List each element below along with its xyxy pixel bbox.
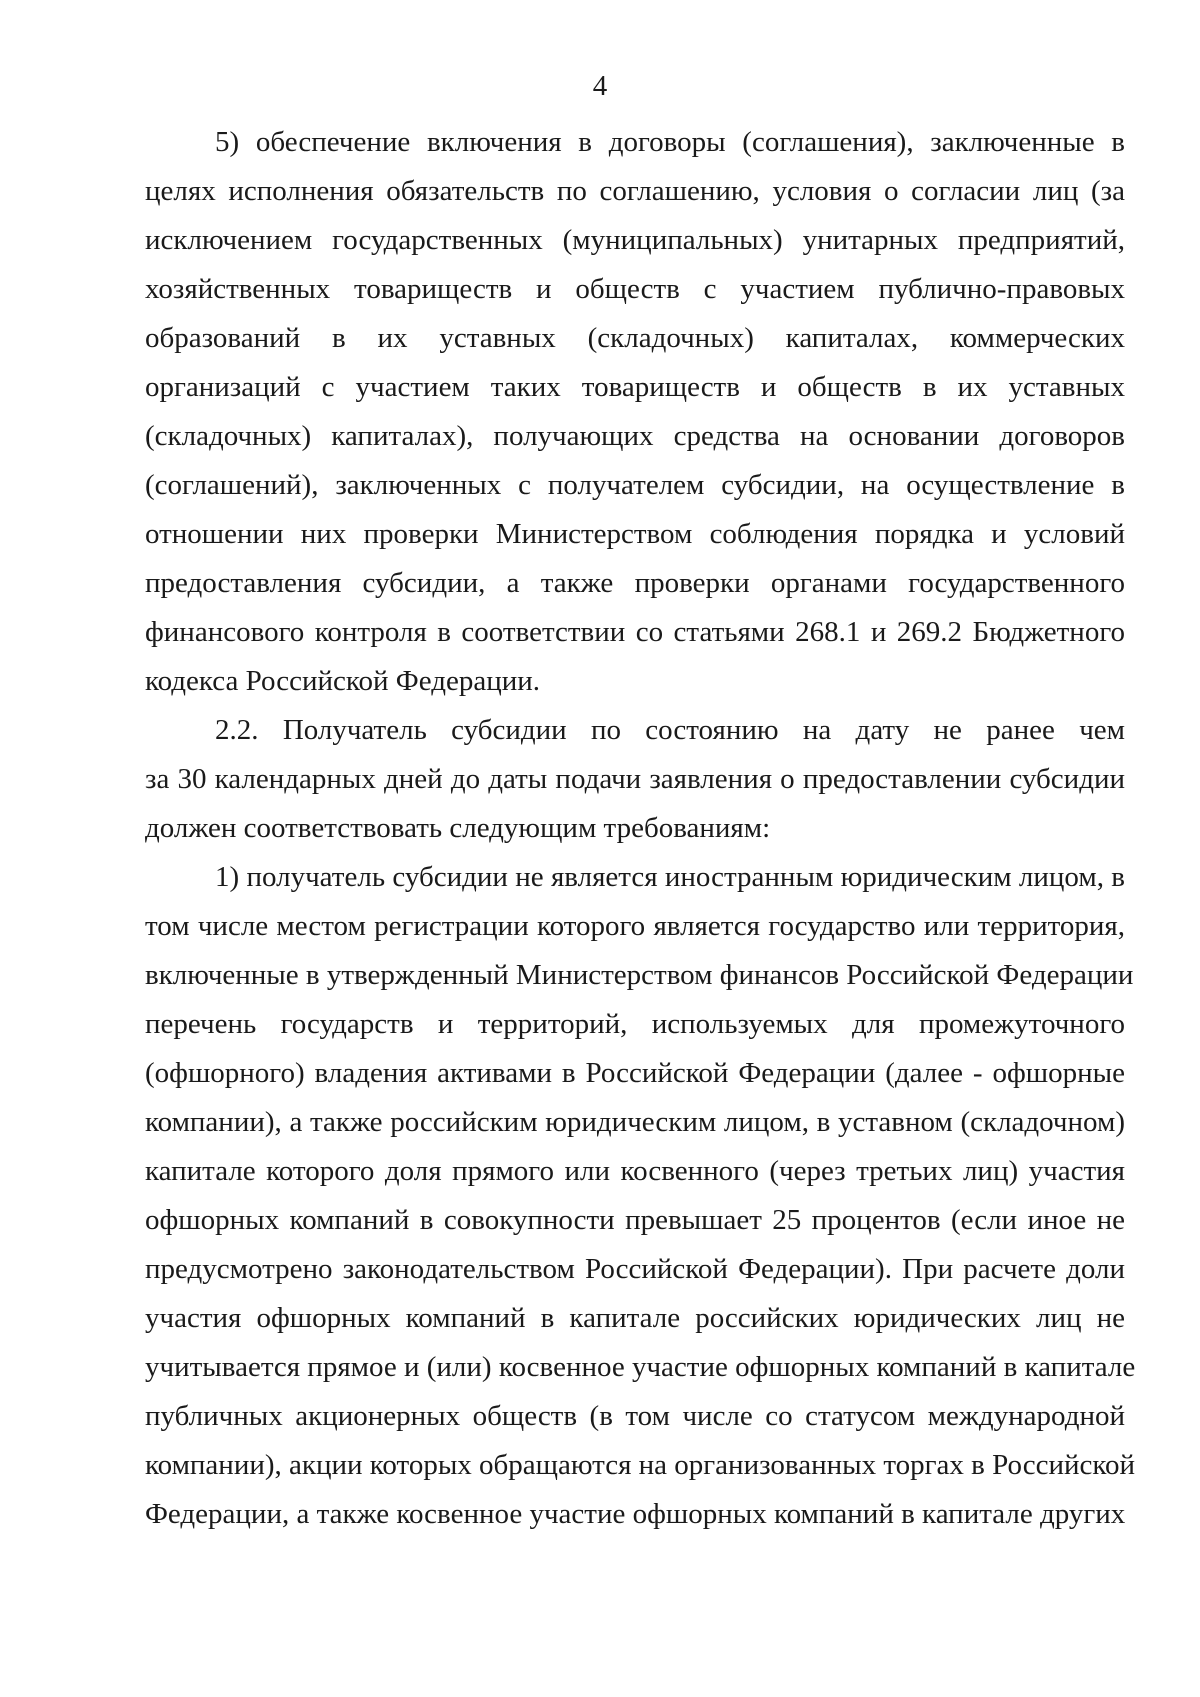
text-line: включенные в утвержденный Министерством финансов Российской Федерации — [145, 959, 1134, 991]
text-line: 2.2. Получатель субсидии по состоянию на дату не ранее чем — [215, 714, 1125, 746]
text-line: публичных акционерных обществ (в том числе со статусом международной — [145, 1400, 1125, 1432]
text-line: компании), а также российским юридическим лицом, в уставном (складочном) — [145, 1106, 1125, 1138]
text-line: 5) обеспечение включения в договоры (соглашения), заключенные в — [215, 126, 1125, 158]
paragraph-item-5 — [145, 118, 1125, 706]
page-number: 4 — [592, 70, 608, 102]
text-line: финансового контроля в соответствии со статьями 268.1 и 269.2 Бюджетного — [145, 616, 1125, 648]
text-line: участия офшорных компаний в капитале российских юридических лиц не — [145, 1302, 1125, 1334]
text-line: образований в их уставных (складочных) капиталах, коммерческих — [145, 322, 1125, 354]
text-line: организаций с участием таких товариществ и обществ в их уставных — [145, 371, 1125, 403]
text-line: капитале которого доля прямого или косвенного (через третьих лиц) участия — [145, 1155, 1125, 1187]
text-line: 1) получатель субсидии не является иностранным юридическим лицом, в — [215, 861, 1125, 893]
text-line: отношении них проверки Министерством соблюдения порядка и условий — [145, 518, 1125, 550]
text-line: компании), акции которых обращаются на организованных торгах в Российской — [145, 1449, 1136, 1481]
text-line: кодекса Российской Федерации. — [145, 665, 540, 697]
text-line: за 30 календарных дней до даты подачи заявления о предоставлении субсидии — [145, 763, 1125, 795]
text-line: (складочных) капиталах), получающих средства на основании договоров — [145, 420, 1125, 452]
text-line: офшорных компаний в совокупности превышает 25 процентов (если иное не — [145, 1204, 1125, 1236]
text-line: хозяйственных товариществ и обществ с участием публично-правовых — [145, 273, 1125, 305]
text-line: учитывается прямое и (или) косвенное участие офшорных компаний в капитале — [145, 1351, 1136, 1383]
text-line: том числе местом регистрации которого является государство или территория, — [145, 910, 1125, 942]
text-line: целях исполнения обязательств по соглашению, условия о согласии лиц (за — [145, 175, 1125, 207]
text-line: перечень государств и территорий, используемых для промежуточного — [145, 1008, 1125, 1040]
paragraph-item-1 — [145, 853, 1136, 1539]
text-line: (соглашений), заключенных с получателем субсидии, на осуществление в — [145, 469, 1125, 501]
document-body — [145, 118, 1136, 1539]
text-line: исключением государственных (муниципальных) унитарных предприятий, — [145, 224, 1125, 256]
text-line: (офшорного) владения активами в Российской Федерации (далее - офшорные — [145, 1057, 1125, 1089]
text-line: предоставления субсидии, а также проверки органами государственного — [145, 567, 1125, 599]
paragraph-section-2-2 — [145, 706, 1125, 853]
text-line: Федерации, а также косвенное участие офшорных компаний в капитале других — [145, 1498, 1126, 1530]
text-line: должен соответствовать следующим требованиям: — [145, 812, 771, 844]
text-line: предусмотрено законодательством Российской Федерации). При расчете доли — [145, 1253, 1125, 1285]
